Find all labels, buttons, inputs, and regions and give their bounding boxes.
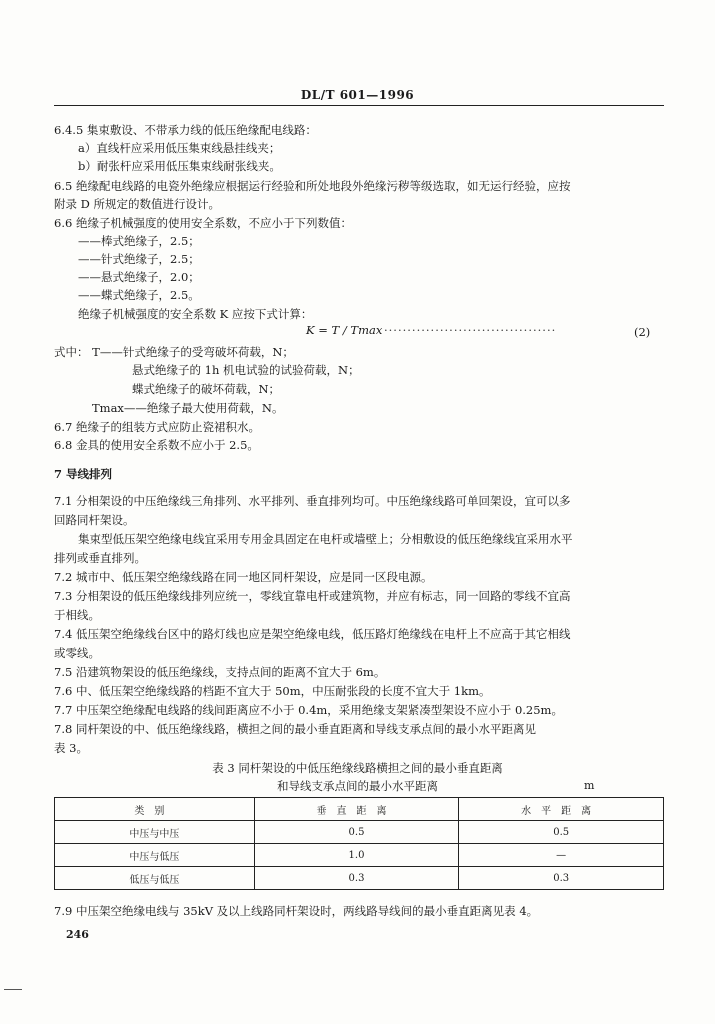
header-rule [54,105,664,106]
clause-6-6-item4: ——蝶式绝缘子，2.5。 [78,288,200,302]
clause-6-6-item2: ——针式绝缘子，2.5； [78,252,200,266]
clause-7-4-line1: 7.4 低压架空绝缘线台区中的路灯线也应是架空绝缘电线，低压路灯绝缘线在电杆上不应高于其它相线 [54,627,571,641]
clause-6-4-5-b: b）耐张杆应采用低压集束线耐张线夹。 [78,159,281,173]
where-line1: 式中： T——针式绝缘子的受弯破坏荷载，N； [54,345,294,359]
clause-6-8: 6.8 金具的使用安全系数不应小于 2.5。 [54,438,259,452]
table-3-caption-line2: 和导线支承点间的最小水平距离 [277,779,438,793]
cell-vertical: 1.0 [254,844,459,867]
where-line3: 蝶式绝缘子的破坏荷载，N； [132,382,281,396]
where-line2: 悬式绝缘子的 1h 机电试验的试验荷载，N； [132,363,360,377]
formula-leader-dots: ····································· [384,323,557,337]
clause-7-7: 7.7 中压架空绝缘配电线路的线间距离应不小于 0.4m，采用绝缘支架紧凑型架设不应小于 0.25m。 [54,703,563,717]
clause-7-2: 7.2 城市中、低压架空绝缘线路在同一地区同杆架设，应是同一区段电源。 [54,570,433,584]
clause-6-5-line2: 附录 D 所规定的数值进行设计。 [54,197,221,211]
page-header: DL/T 601—1996 [300,88,415,102]
cell-category: 中压与低压 [55,844,255,867]
scan-edge-mark [4,989,22,990]
clause-6-6-item3: ——悬式绝缘子，2.0； [78,270,200,284]
clause-7-3-line2: 于相线。 [54,608,100,622]
clause-6-6-formula-intro: 绝缘子机械强度的安全系数 K 应按下式计算： [78,307,313,321]
header-horizontal-distance: 水平距离 [459,798,664,821]
clause-6-7: 6.7 绝缘子的组装方式应防止瓷裙积水。 [54,420,260,434]
table-3-caption-line1: 表 3 同杆架设的中低压绝缘线路横担之间的最小垂直距离 [212,761,503,775]
cell-horizontal: 0.5 [459,821,664,844]
clause-6-6: 6.6 绝缘子机械强度的使用安全系数，不应小于下列数值： [54,216,352,230]
page-number: 246 [66,928,89,941]
clause-6-6-item1: ——棒式绝缘子，2.5； [78,234,200,248]
clause-7-4-line2: 或零线。 [54,646,100,660]
cell-category: 低压与低压 [55,867,255,890]
header-vertical-distance: 垂直距离 [254,798,459,821]
clause-6-4-5-a: a）直线杆应采用低压集束线悬挂线夹； [78,141,281,155]
cell-horizontal: 0.3 [459,867,664,890]
clause-7-1-line3: 集束型低压架空绝缘电线宜采用专用金具固定在电杆或墙壁上；分相敷设的低压绝缘线宜采用水平 [78,532,573,546]
clause-7-8-line2: 表 3。 [54,741,88,755]
clause-7-9: 7.9 中压架空绝缘电线与 35kV 及以上线路同杆架设时，两线路导线间的最小垂直距离见表 4。 [54,904,539,918]
clause-7-8-line1: 7.8 同杆架设的中、低压绝缘线路，横担之间的最小垂直距离和导线支承点间的最小水平距离见 [54,722,536,736]
clause-7-1-line4: 排列或垂直排列。 [54,551,146,565]
where-line4: Tmax——绝缘子最大使用荷载，N。 [92,401,284,415]
cell-vertical: 0.5 [254,821,459,844]
clause-7-1-line2: 回路同杆架设。 [54,513,135,527]
table-header-row [55,798,664,821]
table-row [55,844,664,867]
table-3 [54,797,664,890]
cell-category: 中压与中压 [55,821,255,844]
table-row [55,821,664,844]
formula-2: K = T / Tmax [306,323,383,337]
table-3-unit: m [584,779,595,792]
clause-7-6: 7.6 中、低压架空绝缘线路的档距不宜大于 50m，中压耐张段的长度不宜大于 1km。 [54,684,491,698]
clause-7-3-line1: 7.3 分相架设的低压绝缘线排列应统一，零线宜靠电杆或建筑物，并应有标志，同一回路的零线不宜高 [54,589,571,603]
clause-6-4-5: 6.4.5 集束敷设、不带承力线的低压绝缘配电线路： [54,123,317,137]
cell-horizontal: — [459,844,664,867]
header-category: 类别 [55,798,255,821]
clause-6-5-line1: 6.5 绝缘配电线路的电瓷外绝缘应根据运行经验和所处地段外绝缘污秽等级选取，如无运行经验，应按 [54,179,571,193]
cell-vertical: 0.3 [254,867,459,890]
clause-7-1-line1: 7.1 分相架设的中压绝缘线三角排列、水平排列、垂直排列均可。中压绝缘线路可单回架设，宜可以多 [54,494,571,508]
clause-7-5: 7.5 沿建筑物架设的低压绝缘线，支持点间的距离不宜大于 6m。 [54,665,386,679]
formula-number: (2) [634,325,651,339]
section-7-heading: 7 导线排列 [54,467,113,481]
table-row [55,867,664,890]
